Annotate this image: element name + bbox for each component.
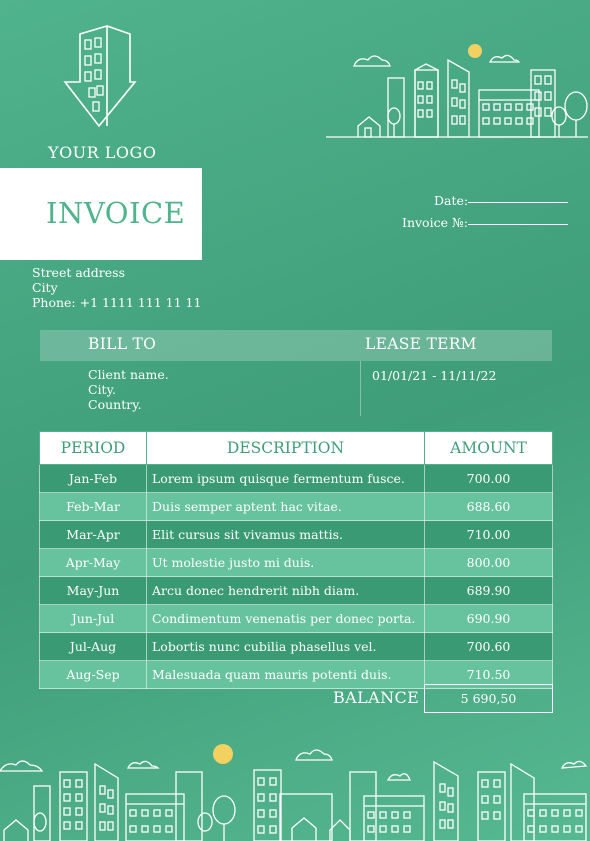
balance-value: 5 690,50: [424, 684, 553, 713]
description-cell: Ut molestie justo mi duis.: [147, 549, 425, 577]
date-line: [468, 201, 568, 203]
divider: [360, 361, 361, 416]
logo-icon: [55, 22, 155, 136]
column-header-description: DESCRIPTION: [147, 432, 425, 465]
client-name: Client name.: [88, 367, 169, 382]
period-cell: Mar-Apr: [40, 521, 147, 549]
column-header-amount: AMOUNT: [425, 432, 553, 465]
logo-text: YOUR LOGO: [48, 143, 157, 162]
street-address: Street address: [32, 265, 126, 280]
table-row: [40, 465, 553, 493]
table-header-row: [40, 432, 553, 465]
amount-cell: 710.00: [425, 521, 553, 549]
balance-label: BALANCE: [333, 688, 420, 707]
city-skyline-icon: [322, 40, 590, 140]
table-row: [40, 549, 553, 577]
amount-cell: 710.50: [425, 661, 553, 689]
invoice-title: INVOICE: [46, 196, 186, 230]
bill-to-heading: BILL TO: [88, 335, 157, 353]
lease-term-range: 01/01/21 - 11/11/22: [372, 368, 497, 383]
period-cell: Aug-Sep: [40, 661, 147, 689]
table-row: [40, 605, 553, 633]
table-row: [40, 577, 553, 605]
period-cell: Jul-Aug: [40, 633, 147, 661]
amount-cell: 700.00: [425, 465, 553, 493]
invoice-number-field: [402, 215, 568, 230]
amount-cell: 690.90: [425, 605, 553, 633]
invoice-number-label: Invoice №:: [402, 215, 468, 230]
period-cell: Apr-May: [40, 549, 147, 577]
amount-cell: 689.90: [425, 577, 553, 605]
date-label: Date:: [434, 193, 469, 208]
invoice-number-line: [468, 223, 568, 225]
description-cell: Elit cursus sit vivamus mattis.: [147, 521, 425, 549]
description-cell: Condimentum venenatis per donec porta.: [147, 605, 425, 633]
sun-icon: [468, 44, 482, 58]
client-city: City.: [88, 382, 116, 397]
client-details: [88, 367, 169, 412]
table-row: [40, 493, 553, 521]
phone: Phone: +1 1111 111 11 11: [32, 295, 202, 310]
company-address: [32, 265, 201, 310]
sun-icon: [213, 744, 233, 764]
period-cell: Jan-Feb: [40, 465, 147, 493]
column-header-period: PERIOD: [40, 432, 147, 465]
description-cell: Malesuada quam mauris potenti duis.: [147, 661, 425, 689]
amount-cell: 800.00: [425, 549, 553, 577]
description-cell: Lobortis nunc cubilia phasellus vel.: [147, 633, 425, 661]
table-row: [40, 633, 553, 661]
date-field: [434, 193, 568, 208]
lease-term-heading: LEASE TERM: [365, 335, 477, 353]
period-cell: May-Jun: [40, 577, 147, 605]
invoice-items-table: [39, 431, 553, 689]
amount-cell: 688.60: [425, 493, 553, 521]
description-cell: Lorem ipsum quisque fermentum fusce.: [147, 465, 425, 493]
amount-cell: 700.60: [425, 633, 553, 661]
address-city: City: [32, 280, 58, 295]
table-row: [40, 521, 553, 549]
description-cell: Arcu donec hendrerit nibh diam.: [147, 577, 425, 605]
city-skyline-icon: [0, 740, 590, 841]
period-cell: Feb-Mar: [40, 493, 147, 521]
client-country: Country.: [88, 397, 142, 412]
period-cell: Jun-Jul: [40, 605, 147, 633]
description-cell: Duis semper aptent hac vitae.: [147, 493, 425, 521]
